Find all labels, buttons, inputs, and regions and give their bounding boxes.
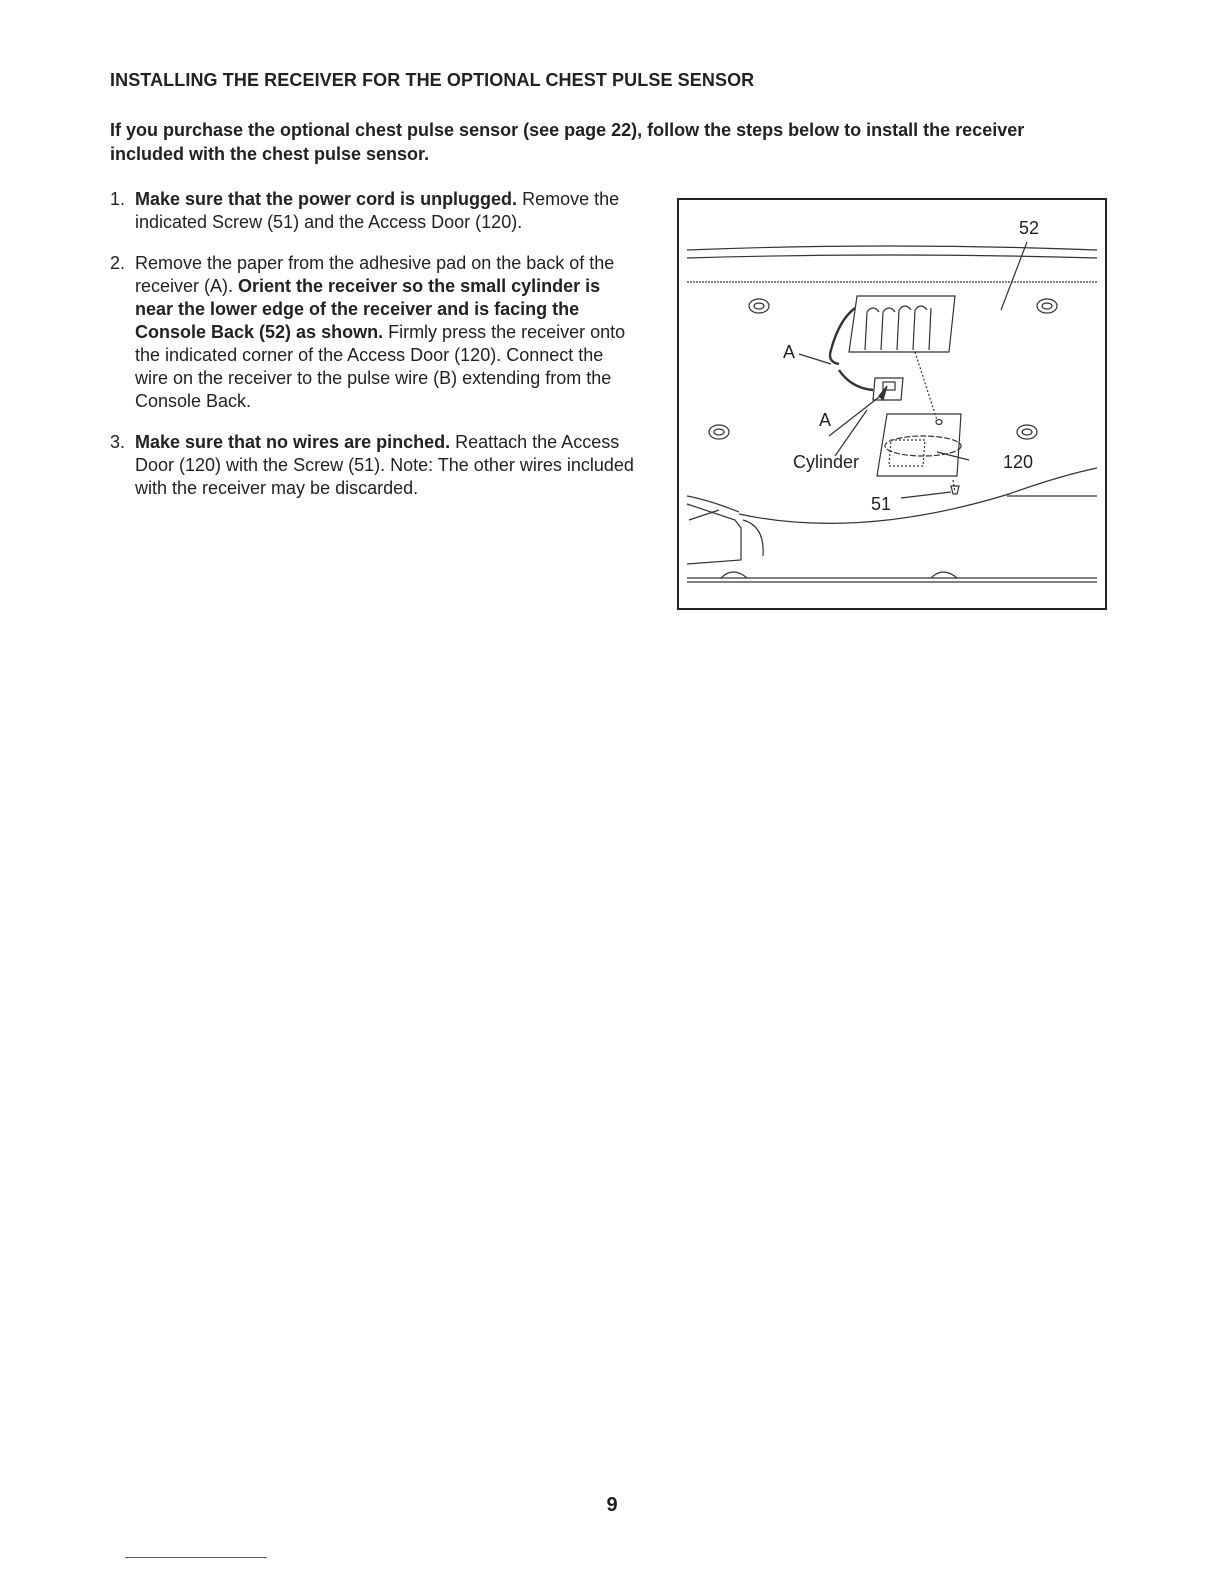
console-edge-line bbox=[687, 496, 739, 512]
screw-hole-icon bbox=[1017, 425, 1037, 439]
label-a-lower: A bbox=[819, 410, 832, 430]
leader-line-a bbox=[799, 354, 831, 364]
step-3-bold: Make sure that no wires are pinched. bbox=[135, 432, 451, 452]
section-title: INSTALLING THE RECEIVER FOR THE OPTIONAL CHEST PULSE SENSOR bbox=[110, 70, 755, 90]
step-1-bold: Make sure that the power cord is unplugged. bbox=[135, 189, 518, 209]
screw-hole-icon bbox=[709, 425, 729, 439]
step-2 bbox=[110, 252, 640, 413]
diagram-drawing bbox=[679, 200, 1105, 608]
receiver-a-icon bbox=[873, 378, 903, 400]
step-1 bbox=[110, 188, 640, 234]
console-edge-line bbox=[687, 246, 1097, 250]
door-screw-hole-icon bbox=[936, 420, 942, 425]
wire-icon bbox=[839, 370, 873, 390]
screw-hole-icon bbox=[1037, 299, 1057, 313]
label-cylinder: Cylinder bbox=[793, 452, 860, 472]
leader-line-cylinder bbox=[835, 410, 867, 456]
page-number: 9 bbox=[606, 1494, 618, 1516]
label-a-upper: A bbox=[783, 342, 796, 362]
access-door-icon bbox=[877, 414, 961, 476]
label-52: 52 bbox=[1019, 218, 1040, 238]
step-3-text: Reattach the Access Door (120) with the Screw (51). Note: The other wires included with the receiver may be discarded. bbox=[135, 432, 634, 498]
step-2-bold: Orient the receiver so the small cylinder is near the lower edge of the receiver and is facing the Console Back (52) as shown. bbox=[135, 276, 601, 342]
leader-line-51 bbox=[901, 492, 951, 498]
step-2-text-before: Remove the paper from the adhesive pad on the back of the receiver (A). bbox=[135, 253, 615, 296]
screw-hole-icon bbox=[1022, 429, 1032, 435]
label-120: 120 bbox=[1003, 452, 1034, 472]
screw-icon bbox=[951, 486, 959, 494]
receiver-installation-diagram bbox=[677, 198, 1107, 610]
step-number: 2. bbox=[110, 253, 126, 273]
screw-hole-icon bbox=[714, 429, 724, 435]
instruction-steps bbox=[110, 188, 640, 518]
step-number: 3. bbox=[110, 432, 126, 452]
screw-hole-icon bbox=[1042, 303, 1052, 309]
step-number: 1. bbox=[110, 189, 126, 209]
cylinder-outline bbox=[885, 436, 961, 456]
console-edge-line bbox=[687, 255, 1097, 258]
step-2-text-after: Firmly press the receiver onto the indicated corner of the Access Door (120). Connect the wire on the receiver to the pulse wire (B) extending from the Console Back. bbox=[135, 322, 626, 411]
screw-hole-icon bbox=[754, 303, 764, 309]
intro-paragraph: If you purchase the optional chest pulse sensor (see page 22), follow the steps below to install the receiver included with the chest pulse sensor. bbox=[110, 120, 1025, 164]
leader-line-52 bbox=[1001, 242, 1027, 310]
leader-line-a bbox=[829, 394, 883, 436]
label-51: 51 bbox=[871, 494, 892, 514]
screw-hole-icon bbox=[749, 299, 769, 313]
footer-rule bbox=[125, 1557, 267, 1558]
step-1-text: Remove the indicated Screw (51) and the Access Door (120). bbox=[135, 189, 620, 232]
step-3 bbox=[110, 431, 640, 500]
leader-line-120 bbox=[937, 452, 969, 460]
